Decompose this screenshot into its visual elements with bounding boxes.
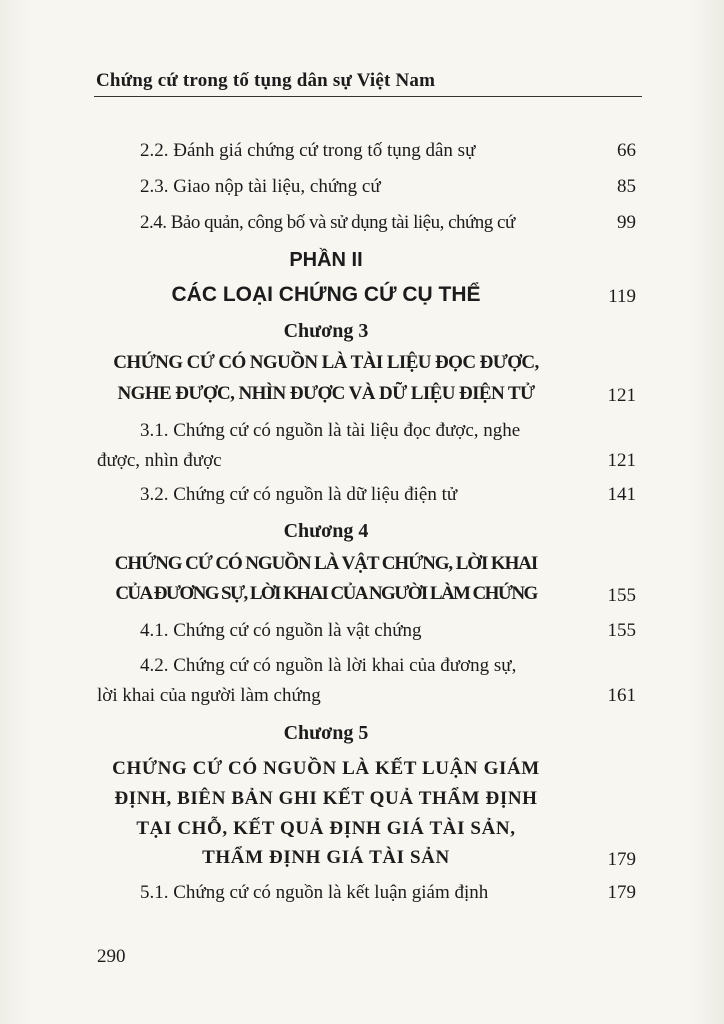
toc-entry-label: được, nhìn được [97, 450, 222, 471]
toc-entry-page: 99 [617, 212, 636, 233]
page-number: 290 [97, 946, 126, 967]
toc-entry [0, 140, 724, 166]
chapter-3-title-line2: NGHE ĐƯỢC, NHÌN ĐƯỢC VÀ DỮ LIỆU ĐIỆN TỬ [117, 383, 535, 404]
toc-entry-label: 4.2. Chứng cứ có nguồn là lời khai của đương sự, [140, 655, 517, 676]
running-header: Chứng cứ trong tố tụng dân sự Việt Nam [96, 70, 436, 91]
chapter-5-label: Chương 5 [283, 722, 369, 744]
toc-entry-page: 161 [607, 685, 636, 706]
toc-entry-label: 2.3. Giao nộp tài liệu, chứng cứ [140, 176, 381, 197]
toc-entry-label: 2.4. Bảo quản, công bố và sử dụng tài liệu, chứng cứ [140, 212, 515, 233]
chapter-5-page: 179 [607, 849, 636, 870]
header-rule [94, 96, 642, 97]
toc-entry [0, 212, 724, 238]
toc-entry-page: 85 [617, 176, 636, 197]
chapter-3-title-line1: CHỨNG CỨ CÓ NGUỒN LÀ TÀI LIỆU ĐỌC ĐƯỢC, [113, 352, 539, 373]
chapter-4-page: 155 [607, 585, 636, 606]
toc-entry-label: 3.2. Chứng cứ có nguồn là dữ liệu điện tử [140, 484, 458, 505]
toc-entry-label: 3.1. Chứng cứ có nguồn là tài liệu đọc được, nghe [140, 420, 521, 441]
chapter-5-title-line4: THẨM ĐỊNH GIÁ TÀI SẢN [202, 847, 450, 868]
toc-entry-page: 66 [617, 140, 636, 161]
toc-entry-page: 121 [607, 450, 636, 471]
chapter-5-title-line1: CHỨNG CỨ CÓ NGUỒN LÀ KẾT LUẬN GIÁM [112, 758, 540, 779]
chapter-4-title-line2: CỦA ĐƯƠNG SỰ, LỜI KHAI CỦA NGƯỜI LÀM CHỨNG [115, 583, 537, 604]
toc-entry-page: 179 [607, 882, 636, 903]
toc-entry-label: lời khai của người làm chứng [97, 685, 321, 706]
chapter-4-label: Chương 4 [283, 520, 369, 542]
toc-entry-label: 4.1. Chứng cứ có nguồn là vật chứng [140, 620, 422, 641]
part-label: PHẦN II [289, 249, 363, 271]
chapter-5-title-line2: ĐỊNH, BIÊN BẢN GHI KẾT QUẢ THẨM ĐỊNH [114, 788, 538, 809]
toc-entry-label: 2.2. Đánh giá chứng cứ trong tố tụng dân sự [140, 140, 476, 161]
part-page: 119 [608, 286, 636, 307]
part-title: CÁC LOẠI CHỨNG CỨ CỤ THỂ [171, 283, 481, 306]
chapter-5-title-line3: TẠI CHỖ, KẾT QUẢ ĐỊNH GIÁ TÀI SẢN, [136, 818, 516, 839]
toc-entry-label: 5.1. Chứng cứ có nguồn là kết luận giám định [140, 882, 489, 903]
chapter-3-label: Chương 3 [283, 320, 369, 342]
toc-entry-page: 155 [607, 620, 636, 641]
chapter-4-title-line1: CHỨNG CỨ CÓ NGUỒN LÀ VẬT CHỨNG, LỜI KHAI [114, 553, 538, 574]
toc-entry [0, 176, 724, 202]
toc-entry-page: 141 [607, 484, 636, 505]
chapter-3-page: 121 [607, 385, 636, 406]
